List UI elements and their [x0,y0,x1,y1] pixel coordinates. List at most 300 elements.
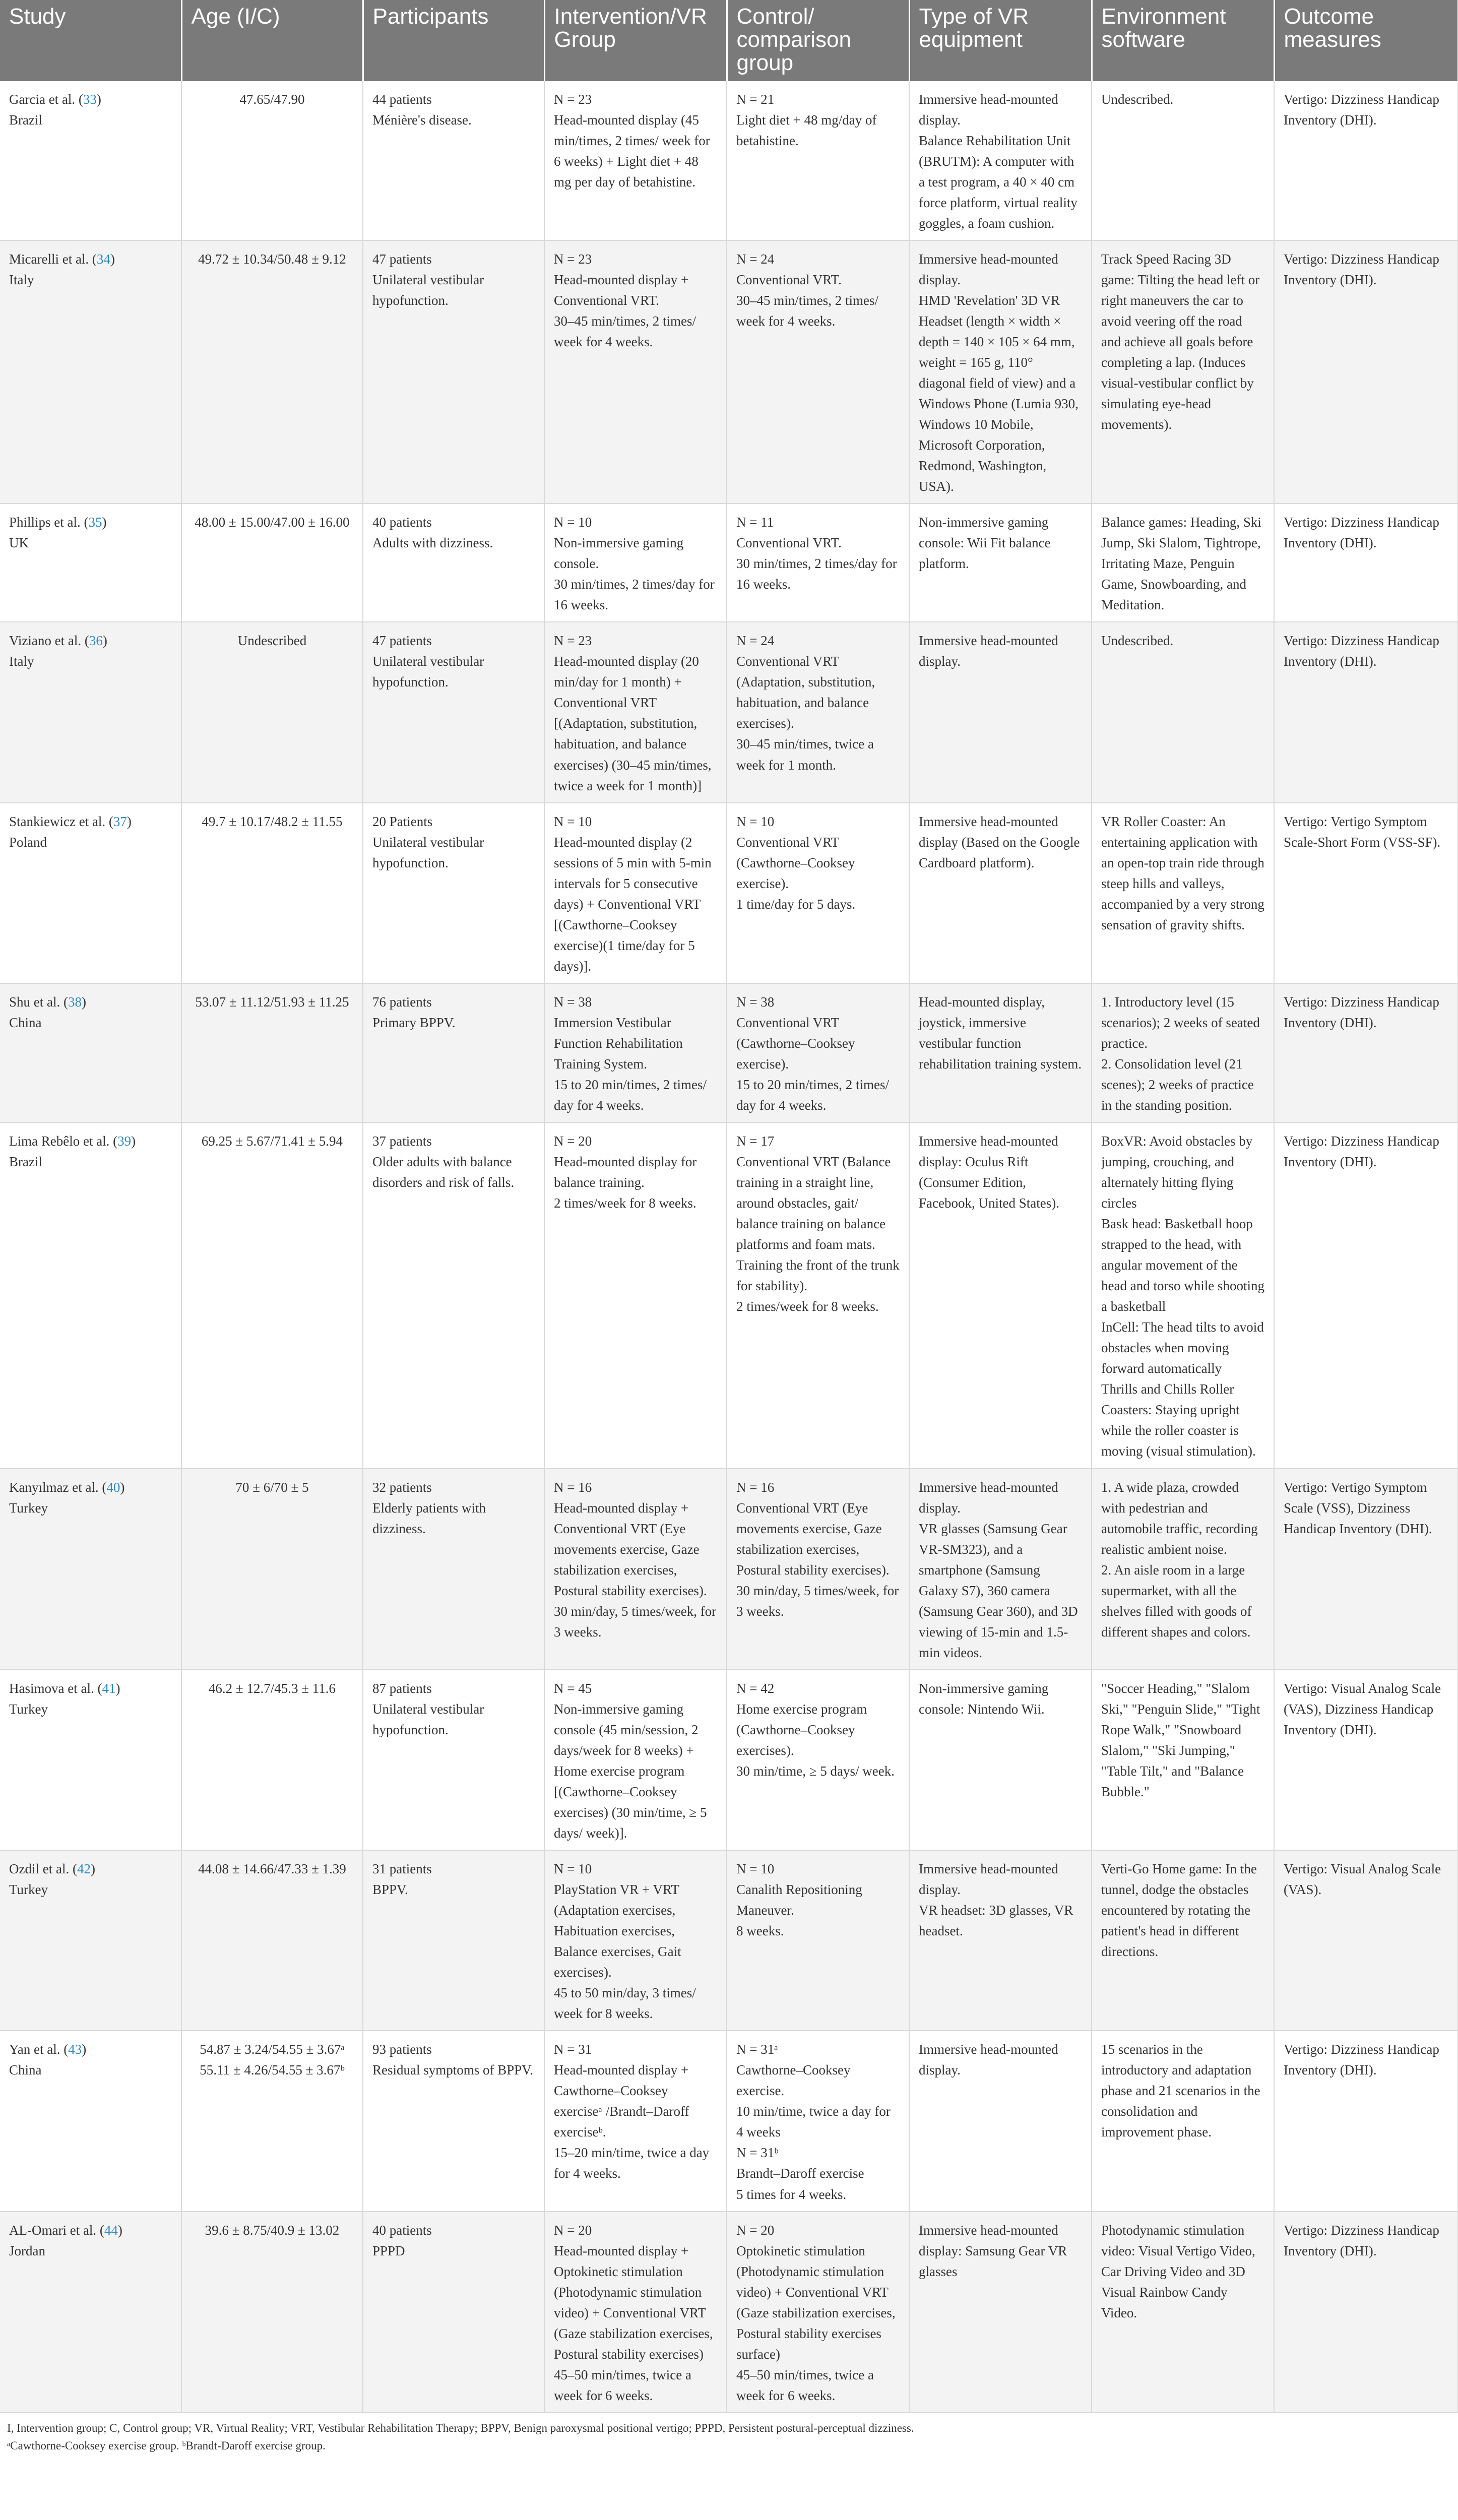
study-cell [0,1469,181,1670]
intervention-text: 30 min/times, 2 times/day for 16 weeks. [554,577,715,613]
intervention-cell [544,983,727,1122]
outcome-text: Vertigo: Dizziness Handicap Inventory (DHI). [1284,91,1439,128]
control-cell [727,622,909,802]
table-row [0,983,1458,1122]
participants-text: Residual symptoms of BPPV. [372,2062,534,2078]
study-country: Italy [9,654,34,669]
age-text: 39.6 ± 8.75/40.9 ± 13.02 [205,2222,340,2238]
age-cell [181,803,363,983]
participants-cell [363,81,544,240]
outcome-cell [1274,1670,1458,1850]
control-text: Brandt–Daroff exercise [736,2166,864,2181]
intervention-text: 45–50 min/times, twice a week for 6 weeks. [554,2367,691,2403]
participants-cell [363,2212,544,2413]
participants-text: Primary BPPV. [372,1015,456,1030]
study-cell [0,622,181,802]
control-text: 30 min/times, 2 times/day for 16 weeks. [736,556,897,592]
control-text: 1 time/day for 5 days. [736,896,856,912]
study-citation [9,89,172,110]
outcome-cell [1274,2031,1458,2211]
outcome-cell [1274,622,1458,802]
outcome-cell [1274,2212,1458,2413]
intervention-text: Head-mounted display + Cawthorne–Cooksey exerciseᵃ /Brandt–Daroff exerciseᵇ. [554,2062,689,2140]
intervention-cell [544,1122,727,1469]
study-citation [9,2039,172,2060]
control-text: N = 17 [736,1133,775,1149]
participants-cell [363,1850,544,2031]
control-text: Optokinetic stimulation (Photodynamic stimulation video) + Conventional VRT (Gaze stabilization exercises, Postural stability exercises surface) [736,2243,896,2362]
software-cell [1092,81,1274,240]
control-cell [727,1469,909,1670]
control-text: N = 42 [736,1680,775,1696]
control-text: N = 16 [736,1479,775,1495]
participants-text: Elderly patients with dizziness. [372,1500,486,1536]
age-cell [181,2031,363,2211]
control-text: Conventional VRT (Adaptation, substitution, habituation, and balance exercises). [736,654,875,731]
study-author: Phillips et al. ( [9,515,89,530]
participants-text: 44 patients [372,91,432,107]
control-text: 30–45 min/times, twice a week for 1 month. [736,736,874,773]
control-text: N = 24 [736,251,775,267]
intervention-text: Head-mounted display + Conventional VRT. [554,272,689,308]
control-text: Conventional VRT. [736,535,842,551]
software-cell [1092,2212,1274,2413]
study-author: Ozdil et al. ( [9,1861,77,1877]
intervention-text: 15–20 min/time, twice a day for 4 weeks. [554,2145,710,2181]
age-cell [181,1469,363,1670]
study-citation [9,1678,172,1699]
outcome-cell [1274,503,1458,622]
intervention-text: Head-mounted display for balance training. [554,1154,697,1190]
outcome-cell [1274,1469,1458,1670]
column-header-intervention: Intervention/VR Group [544,0,727,81]
participants-text: 76 patients [372,994,432,1010]
participants-text: Unilateral vestibular hypofunction. [372,272,484,308]
control-text: 15 to 20 min/times, 2 times/ day for 4 weeks. [736,1077,889,1113]
participants-text: Adults with dizziness. [372,535,493,551]
software-text: 15 scenarios in the introductory and adaptation phase and 21 scenarios in the consolidation and improvement phase. [1101,2042,1260,2140]
software-cell [1092,2031,1274,2211]
age-cell [181,2212,363,2413]
control-cell [727,803,909,983]
study-citation [9,992,172,1013]
intervention-cell [544,503,727,622]
age-cell [181,1850,363,2031]
equipment-cell [909,503,1092,622]
control-text: 2 times/week for 8 weeks. [736,1299,879,1314]
age-cell [181,240,363,503]
intervention-text: PlayStation VR + VRT (Adaptation exercises, Habituation exercises, Balance exercises, Gait exercises). [554,1882,681,1980]
equipment-text: Balance Rehabilitation Unit (BRUTM): A computer with a test program, a 40 × 40 cm force platform, virtual reality goggles, a foam cushion. [919,133,1077,231]
intervention-text: 30 min/day, 5 times/week, for 3 weeks. [554,1603,717,1640]
control-cell [727,240,909,503]
software-text: VR Roller Coaster: An entertaining application with an open-top train ride through steep hills and valleys, accompanied by a very strong sensation of gravity shifts. [1101,813,1264,932]
participants-cell [363,1469,544,1670]
study-cell [0,240,181,503]
participants-cell [363,1670,544,1850]
outcome-cell [1274,1850,1458,2031]
software-cell [1092,1670,1274,1850]
table-row [0,803,1458,983]
control-cell [727,1670,909,1850]
reference-number: 33 [83,91,97,107]
participants-text: PPPD [372,2243,405,2258]
control-text: 10 min/time, twice a day for 4 weeks [736,2104,891,2140]
study-citation-end: ) [81,994,86,1010]
outcome-text: Vertigo: Dizziness Handicap Inventory (DHI). [1284,2222,1439,2258]
outcome-cell [1274,983,1458,1122]
software-text: Photodynamic stimulation video: Visual Vertigo Video, Car Driving Video and 3D Visual Rainbow Candy Video. [1101,2222,1255,2320]
equipment-text: Head-mounted display, joystick, immersive vestibular function rehabilitation training system. [919,994,1082,1072]
outcome-text: Vertigo: Dizziness Handicap Inventory (DHI). [1284,994,1439,1030]
study-citation [9,811,172,832]
table-body [0,81,1458,2413]
intervention-text: N = 16 [554,1479,592,1495]
column-header-control: Control/ comparison group [727,0,909,81]
intervention-cell [544,1850,727,2031]
equipment-text: VR headset: 3D glasses, VR headset. [919,1903,1073,1939]
age-text: 70 ± 6/70 ± 5 [235,1479,309,1495]
participants-text: 31 patients [372,1861,432,1877]
study-country: Jordan [9,2243,45,2258]
study-cell [0,983,181,1122]
software-cell [1092,1122,1274,1469]
software-text: "Soccer Heading," "Slalom Ski," "Penguin Slide," "Tight Rope Walk," "Snowboard Slalom," "Ski Jumping," "Table Tilt," and "Balance Bubble." [1101,1680,1260,1799]
control-text: N = 31ᵇ [736,2145,779,2161]
study-citation-end: ) [96,91,101,107]
participants-text: Ménière's disease. [372,112,472,128]
reference-number: 43 [68,2042,82,2057]
study-citation [9,1859,172,1879]
participants-cell [363,803,544,983]
outcome-text: Vertigo: Visual Analog Scale (VAS), Dizziness Handicap Inventory (DHI). [1284,1680,1441,1737]
study-citation-end: ) [110,251,115,267]
study-citation-end: ) [131,1133,136,1149]
software-cell [1092,622,1274,802]
software-cell [1092,803,1274,983]
age-cell [181,1670,363,1850]
study-author: Shu et al. ( [9,994,68,1010]
study-author: Yan et al. ( [9,2042,69,2057]
study-cell [0,1670,181,1850]
intervention-cell [544,2031,727,2211]
equipment-cell [909,2031,1092,2211]
equipment-cell [909,983,1092,1122]
intervention-cell [544,803,727,983]
participants-text: 93 patients [372,2042,432,2057]
intervention-text: N = 20 [554,2222,592,2238]
age-text: 48.00 ± 15.00/47.00 ± 16.00 [195,515,350,530]
study-citation-end: ) [102,515,107,530]
equipment-cell [909,622,1092,802]
equipment-text: Immersive head-mounted display. [919,1861,1058,1898]
outcome-text: Vertigo: Dizziness Handicap Inventory (DHI). [1284,1133,1439,1170]
column-header-equipment: Type of VR equipment [909,0,1092,81]
software-text: Thrills and Chills Roller Coasters: Staying upright while the roller coaster is moving (visual stimulation). [1101,1381,1256,1459]
control-text: 45–50 min/times, twice a week for 6 weeks. [736,2367,874,2403]
software-text: BoxVR: Avoid obstacles by jumping, crouching, and alternately hitting flying circles [1101,1133,1253,1211]
intervention-text: N = 38 [554,994,592,1010]
participants-text: BPPV. [372,1882,408,1898]
intervention-text: Head-mounted display (20 min/day for 1 month) + Conventional VRT [(Adaptation, substitution, habituation, and balance exercises) (30–45 min/times, twice a week for 1 month)] [554,654,712,793]
intervention-text: 2 times/week for 8 weeks. [554,1195,696,1211]
control-text: 30 min/day, 5 times/week, for 3 weeks. [736,1583,899,1619]
outcome-text: Vertigo: Dizziness Handicap Inventory (DHI). [1284,251,1439,287]
intervention-text: Head-mounted display (45 min/times, 2 times/ week for 6 weeks) + Light diet + 48 mg per day of betahistine. [554,112,710,190]
table-row [0,1850,1458,2031]
study-citation-end: ) [120,1479,125,1495]
equipment-cell [909,1850,1092,2031]
age-text: 69.25 ± 5.67/71.41 ± 5.94 [201,1133,343,1149]
control-text: N = 38 [736,994,775,1010]
equipment-text: Immersive head-mounted display. [919,251,1058,287]
control-text: Conventional VRT (Balance training in a straight line, around obstacles, gait/ balance training on balance platforms and foam mats. Training the front of the trunk for stability). [736,1154,900,1294]
control-text: Canalith Repositioning Maneuver. [736,1882,862,1918]
study-author: Kanyılmaz et al. ( [9,1479,107,1495]
equipment-text: Immersive head-mounted display (Based on the Google Cardboard platform). [919,813,1080,870]
study-citation [9,512,172,533]
control-text: N = 11 [736,515,774,530]
intervention-text: N = 23 [554,633,592,649]
study-author: Lima Rebêlo et al. ( [9,1133,118,1149]
control-text: Cawthorne–Cooksey exercise. [736,2062,851,2099]
study-citation [9,249,172,270]
reference-number: 44 [104,2222,118,2238]
control-text: Conventional VRT (Cawthorne–Cooksey exercise). [736,1015,855,1072]
outcome-cell [1274,240,1458,503]
intervention-text: N = 45 [554,1680,592,1696]
outcome-text: Vertigo: Dizziness Handicap Inventory (DHI). [1284,515,1439,551]
outcome-text: Vertigo: Dizziness Handicap Inventory (DHI). [1284,2042,1439,2078]
participants-text: Unilateral vestibular hypofunction. [372,834,484,870]
table-row [0,1469,1458,1670]
study-cell [0,2212,181,2413]
software-text: InCell: The head tilts to avoid obstacles when moving forward automatically [1101,1319,1264,1376]
participants-text: 20 Patients [372,813,433,829]
study-author: Micarelli et al. ( [9,251,97,267]
participants-cell [363,622,544,802]
intervention-text: 45 to 50 min/day, 3 times/ week for 8 weeks. [554,1985,696,2022]
reference-number: 37 [113,813,127,829]
participants-text: 37 patients [372,1133,432,1149]
software-text: 1. A wide plaza, crowded with pedestrian and automobile traffic, recording realistic ambient noise. [1101,1479,1258,1557]
participants-text: 40 patients [372,2222,432,2238]
intervention-text: 30–45 min/times, 2 times/ week for 4 weeks. [554,313,696,349]
intervention-cell [544,622,727,802]
study-citation [9,1477,172,1498]
column-header-participants: Participants [363,0,544,81]
outcome-text: Vertigo: Vertigo Symptom Scale (VSS), Dizziness Handicap Inventory (DHI). [1284,1479,1432,1536]
control-cell [727,2031,909,2211]
intervention-text: N = 23 [554,251,592,267]
study-country: China [9,2062,42,2078]
software-text: Undescribed. [1101,633,1174,649]
study-country: Poland [9,834,47,850]
software-cell [1092,240,1274,503]
intervention-text: N = 10 [554,515,592,530]
equipment-text: Immersive head-mounted display. [919,2042,1058,2078]
table-row [0,2031,1458,2211]
control-cell [727,1122,909,1469]
equipment-text: Non-immersive gaming console: Wii Fit balance platform. [919,515,1051,572]
intervention-text: Head-mounted display + Conventional VRT (Eye movements exercise, Gaze stabilization exercises, Postural stability exercises). [554,1500,707,1598]
software-cell [1092,983,1274,1122]
intervention-cell [544,1469,727,1670]
intervention-text: Immersion Vestibular Function Rehabilitation Training System. [554,1015,683,1072]
intervention-cell [544,81,727,240]
participants-text: Unilateral vestibular hypofunction. [372,654,484,690]
study-cell [0,803,181,983]
outcome-text: Vertigo: Vertigo Symptom Scale-Short Form (VSS-SF). [1284,813,1441,850]
reference-number: 36 [89,633,103,649]
intervention-text: N = 10 [554,1861,592,1877]
study-citation [9,631,172,651]
software-text: 1. Introductory level (15 scenarios); 2 weeks of seated practice. [1101,994,1260,1051]
software-text: 2. An aisle room in a large supermarket, with all the shelves filled with goods of different shapes and colors. [1101,1562,1252,1640]
footnote: ᵃCawthorne-Cooksey exercise group. ᵇBrandt-Daroff exercise group. [7,2439,326,2452]
intervention-text: N = 23 [554,91,592,107]
control-text: Light diet + 48 mg/day of betahistine. [736,112,877,148]
study-citation-end: ) [115,1680,120,1696]
control-text: N = 20 [736,2222,775,2238]
outcome-text: Vertigo: Dizziness Handicap Inventory (DHI). [1284,633,1439,669]
software-text: Undescribed. [1101,91,1174,107]
software-text: Verti-Go Home game: In the tunnel, dodge the obstacles encountered by rotating the patient's head in different directions. [1101,1861,1257,1960]
study-author: Stankiewicz et al. ( [9,813,113,829]
table-row [0,1670,1458,1850]
participants-text: 87 patients [372,1680,432,1696]
study-author: Hasimova et al. ( [9,1680,102,1696]
participants-cell [363,2031,544,2211]
equipment-cell [909,1670,1092,1850]
control-text: 30–45 min/times, 2 times/ week for 4 weeks. [736,292,878,329]
age-text: 55.11 ± 4.26/54.55 ± 3.67ᵇ [200,2062,345,2078]
intervention-text: N = 10 [554,813,592,829]
intervention-text: Non-immersive gaming console (45 min/session, 2 days/week for 8 weeks) + Home exercise program [(Cawthorne–Cooksey exercises) (30 min/time, ≥ 5 days/ week)]. [554,1701,707,1841]
column-header-outcome: Outcome measures [1274,0,1458,81]
column-header-software: Environment software [1092,0,1274,81]
reference-number: 34 [96,251,110,267]
intervention-text: N = 31 [554,2042,592,2057]
participants-cell [363,503,544,622]
equipment-cell [909,1122,1092,1469]
intervention-text: Head-mounted display + Optokinetic stimulation (Photodynamic stimulation video) + Conventional VRT (Gaze stabilization exercises, Postural stability exercises) [554,2243,713,2362]
control-text: 8 weeks. [736,1923,784,1939]
participants-cell [363,983,544,1122]
intervention-cell [544,1670,727,1850]
table-row [0,240,1458,503]
equipment-text: VR glasses (Samsung Gear VR-SM323), and a smartphone (Samsung Galaxy S7), 360 camera (Samsung Gear 360), and 3D viewing of 15-min and 1.5-min videos. [919,1521,1078,1660]
equipment-text: Non-immersive gaming console: Nintendo Wii. [919,1680,1049,1717]
footnote: I, Intervention group; C, Control group; VR, Virtual Reality; VRT, Vestibular Rehabilitation Therapy; BPPV, Benign paroxysmal positional vertigo; PPPD, Persistent postural-perceptual dizziness. [7,2421,914,2434]
study-country: Turkey [9,1882,48,1898]
outcome-cell [1274,803,1458,983]
control-text: Home exercise program (Cawthorne–Cooksey exercises). [736,1701,867,1758]
study-citation-end: ) [90,1861,95,1877]
study-cell [0,81,181,240]
intervention-text: 15 to 20 min/times, 2 times/ day for 4 weeks. [554,1077,707,1113]
equipment-cell [909,81,1092,240]
control-text: Conventional VRT (Cawthorne–Cooksey exercise). [736,834,855,891]
control-cell [727,81,909,240]
study-country: Turkey [9,1701,48,1717]
age-text: Undescribed [237,633,307,649]
study-citation [9,1131,172,1152]
software-text: Bask head: Basketball hoop strapped to the head, with angular movement of the head and torso while shooting a basketball [1101,1216,1264,1314]
control-cell [727,2212,909,2413]
software-cell [1092,1850,1274,2031]
software-text: Track Speed Racing 3D game: Tilting the head left or right maneuvers the car to avoid veering off the road and achieve all goals before completing a lap. (Induces visual-vestibular conflict by simulating eye-head movements). [1101,251,1260,432]
study-author: AL-Omari et al. ( [9,2222,104,2238]
intervention-cell [544,2212,727,2413]
age-text: 49.7 ± 10.17/48.2 ± 11.55 [202,813,343,829]
equipment-cell [909,803,1092,983]
intervention-text: Head-mounted display (2 sessions of 5 min with 5-min intervals for 5 consecutive days) + Conventional VRT [(Cawthorne–Cooksey exercise)(1 time/day for 5 days)]. [554,834,712,974]
study-author: Viziano et al. ( [9,633,89,649]
study-cell [0,2031,181,2211]
study-country: UK [9,535,29,551]
age-text: 53.07 ± 11.12/51.93 ± 11.25 [195,994,349,1010]
age-text: 54.87 ± 3.24/54.55 ± 3.67ᵃ [200,2042,345,2057]
reference-number: 42 [77,1861,91,1877]
participants-cell [363,1122,544,1469]
equipment-text: Immersive head-mounted display. [919,91,1058,128]
age-cell [181,983,363,1122]
control-text: Conventional VRT (Eye movements exercise, Gaze stabilization exercises, Postural stability exercises). [736,1500,890,1578]
control-text: N = 10 [736,813,775,829]
equipment-text: Immersive head-mounted display. [919,1479,1058,1516]
study-country: Brazil [9,1154,42,1170]
age-text: 44.08 ± 14.66/47.33 ± 1.39 [198,1861,346,1877]
software-text: Balance games: Heading, Ski Jump, Ski Slalom, Tightrope, Irritating Maze, Penguin Game, Snowboarding, and Meditation. [1101,515,1261,613]
study-cell [0,503,181,622]
table-header-row [0,0,1458,81]
equipment-cell [909,2212,1092,2413]
participants-text: 47 patients [372,633,432,649]
study-citation-end: ) [82,2042,87,2057]
study-cell [0,1850,181,2031]
age-text: 49.72 ± 10.34/50.48 ± 9.12 [198,251,346,267]
age-cell [181,1122,363,1469]
study-author: Garcia et al. ( [9,91,83,107]
control-text: N = 31ᵃ [736,2042,778,2057]
table-row [0,81,1458,240]
study-citation-end: ) [102,633,107,649]
participants-text: 32 patients [372,1479,432,1495]
participants-cell [363,240,544,503]
control-text: Conventional VRT. [736,272,842,287]
age-cell [181,81,363,240]
study-citation-end: ) [126,813,132,829]
equipment-cell [909,1469,1092,1670]
intervention-text: Non-immersive gaming console. [554,535,684,572]
reference-number: 38 [68,994,82,1010]
equipment-cell [909,240,1092,503]
age-text: 47.65/47.90 [239,91,305,107]
study-citation [9,2220,172,2241]
intervention-cell [544,240,727,503]
study-citation-end: ) [117,2222,122,2238]
control-text: 5 times for 4 weeks. [736,2186,847,2202]
age-cell [181,503,363,622]
outcome-cell [1274,1122,1458,1469]
participants-text: 40 patients [372,515,432,530]
table-row [0,1122,1458,1469]
column-header-age: Age (I/C) [181,0,363,81]
software-cell [1092,1469,1274,1670]
control-text: N = 21 [736,91,775,107]
participants-text: Older adults with balance disorders and risk of falls. [372,1154,515,1190]
